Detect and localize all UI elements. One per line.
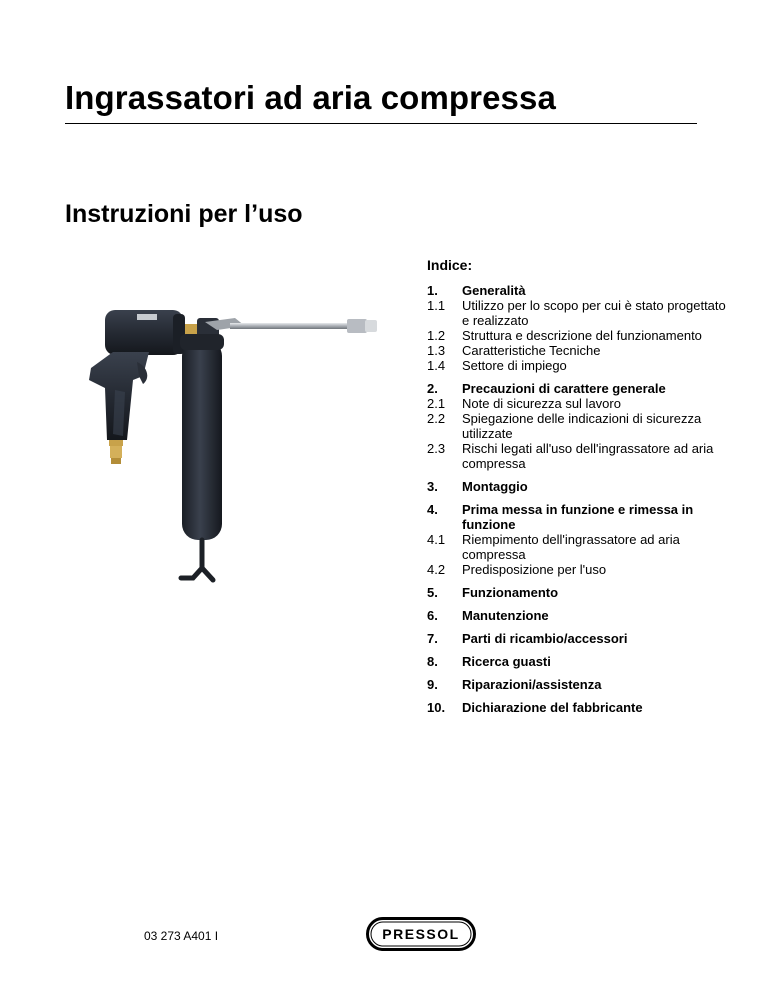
toc-item: [427, 677, 727, 692]
toc-item-number: 4.: [427, 502, 438, 517]
toc-item: [427, 343, 727, 358]
pressol-logo: [366, 917, 476, 951]
toc-item-label: Settore di impiego: [462, 358, 567, 373]
toc-item-number: 4.2: [427, 562, 446, 577]
toc-item-label: Riempimento dell'ingrassatore ad aria compressa: [462, 532, 680, 562]
toc-item-number: 10.: [427, 700, 446, 715]
toc-item-number: 2.1: [427, 396, 446, 411]
toc-item-label: Predisposizione per l'uso: [462, 562, 607, 577]
toc-item-label: Funzionamento: [462, 585, 559, 600]
toc-item: [427, 502, 727, 532]
toc-item-number: 2.2: [427, 411, 446, 426]
toc-item: [427, 562, 727, 577]
toc-item-label: Riparazioni/assistenza: [462, 677, 602, 692]
toc-item-label: Generalità: [462, 283, 526, 298]
toc-item: [427, 411, 727, 441]
toc-item-label: Note di sicurezza sul lavoro: [462, 396, 621, 411]
toc-item: [427, 700, 727, 715]
document-title: Ingrassatori ad aria compressa: [65, 79, 556, 116]
toc-item: [427, 358, 727, 373]
toc-item-number: 8.: [427, 654, 438, 669]
extension-pipe: [230, 323, 355, 329]
toc-item-label: Ricerca guasti: [462, 654, 551, 669]
document-code: 03 273 A401 I: [144, 929, 219, 943]
title-underline: [65, 123, 697, 124]
toc-item-number: 1.4: [427, 358, 446, 373]
toc-item-label: Parti di ricambio/accessori: [462, 631, 628, 646]
toc-item: [427, 396, 727, 411]
toc-item-number: 7.: [427, 631, 438, 646]
toc-heading: Indice:: [427, 257, 473, 273]
toc-item-number: 1.: [427, 283, 438, 298]
toc-item: [427, 479, 727, 494]
toc-item: [427, 608, 727, 623]
toc-item-number: 2.3: [427, 441, 446, 456]
toc-item-number: 6.: [427, 608, 438, 623]
toc-item-number: 3.: [427, 479, 438, 494]
toc-item-label: Precauzioni di carattere generale: [462, 381, 666, 396]
toc-item-label: Caratteristiche Tecniche: [462, 343, 601, 358]
toc-item: [427, 381, 727, 396]
svg-text:PRESSOL: PRESSOL: [382, 926, 460, 942]
toc-item: [427, 654, 727, 669]
toc-item-number: 9.: [427, 677, 438, 692]
toc-item-number: 2.: [427, 381, 438, 396]
toc-item-number: 1.2: [427, 328, 446, 343]
toc-item-label: Rischi legati all'uso dell'ingrassatore ad aria compressa: [462, 441, 714, 471]
toc-item-label: Spiegazione delle indicazioni di sicurezza utilizzate: [462, 411, 702, 441]
toc-item: [427, 585, 727, 600]
toc-item-number: 1.1: [427, 298, 446, 313]
toc-item: [427, 328, 727, 343]
toc-item: [427, 283, 727, 298]
toc-item-number: 5.: [427, 585, 438, 600]
toc-item: [427, 298, 727, 328]
grease-barrel: [182, 340, 222, 540]
toc-item-label: Dichiarazione del fabbricante: [462, 700, 643, 715]
toc-item-label: Manutenzione: [462, 608, 549, 623]
toc-item-label: Montaggio: [462, 479, 528, 494]
toc-item-number: 1.3: [427, 343, 446, 358]
grease-gun-illustration: [85, 300, 390, 595]
toc-item-label: Prima messa in funzione e rimessa in funzione: [462, 502, 694, 532]
toc-item-label: Utilizzo per lo scopo per cui è stato progettato e realizzato: [462, 298, 726, 328]
toc-item: [427, 441, 727, 471]
toc-item: [427, 631, 727, 646]
document-subtitle: Instruzioni per l’uso: [65, 200, 303, 228]
toc-item-label: Struttura e descrizione del funzionamento: [462, 328, 702, 343]
toc-item: [427, 532, 727, 562]
table-of-contents: [427, 258, 727, 715]
toc-item-number: 4.1: [427, 532, 446, 547]
toc-list: [427, 283, 727, 715]
